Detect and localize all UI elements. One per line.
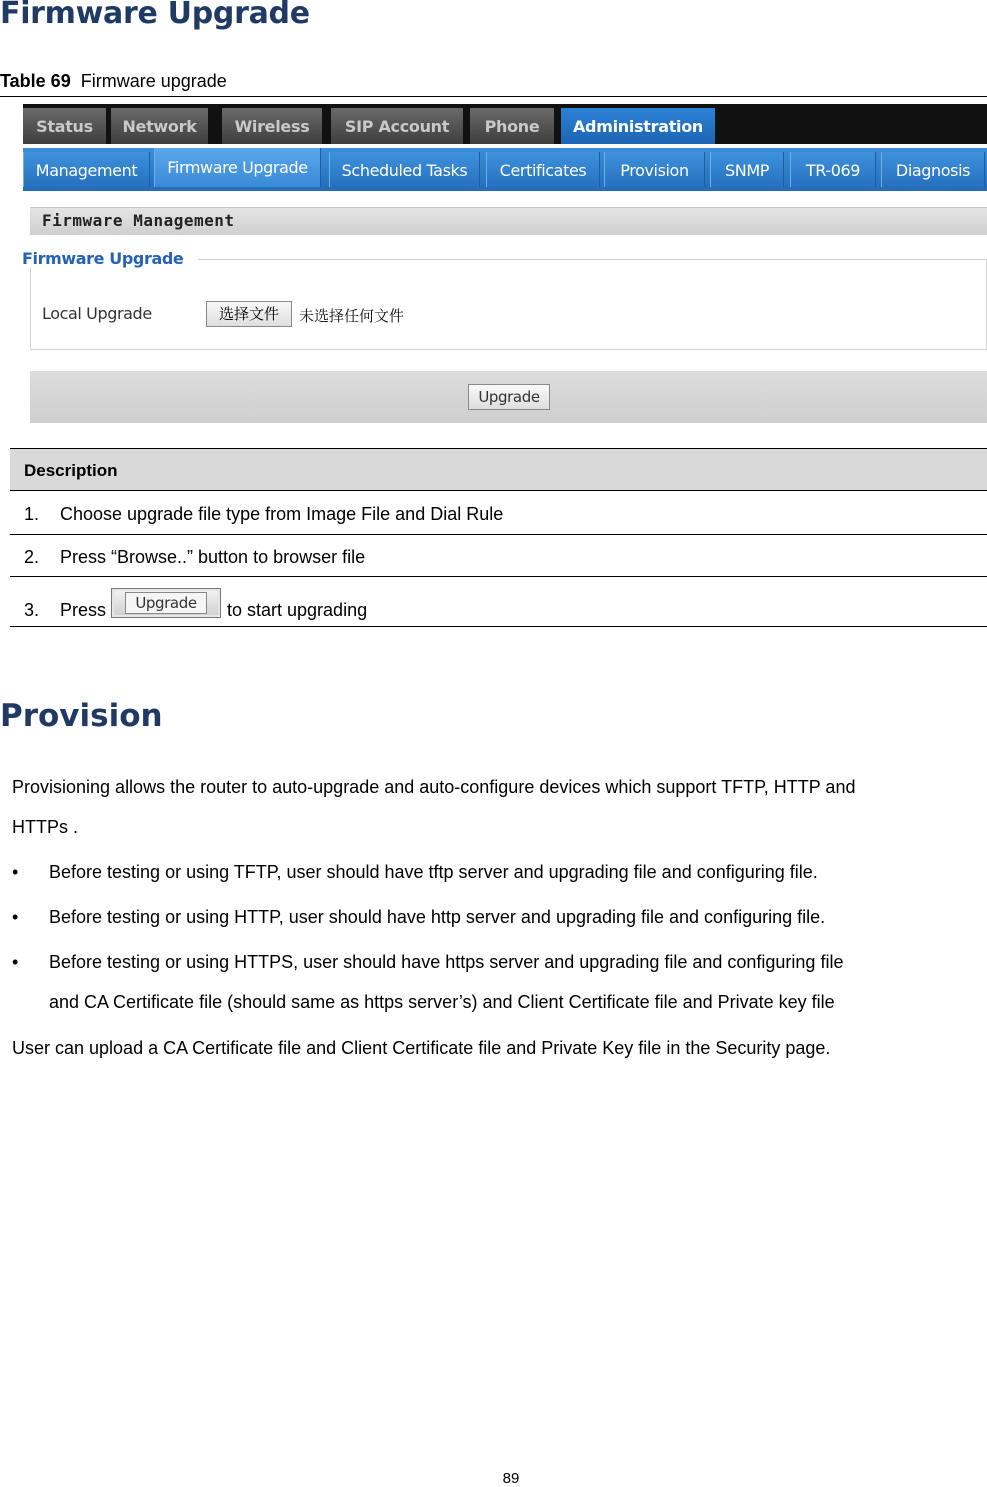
description-header-label: Description [24, 461, 118, 480]
local-upgrade-label: Local Upgrade [42, 304, 152, 323]
choose-file-button[interactable]: 选择文件 [206, 301, 292, 327]
list-item-text: Before testing or using HTTP, user should have http server and upgrading file and configuring file. [49, 907, 826, 927]
top-nav [23, 104, 987, 144]
sub-tab-provision[interactable]: Provision [604, 152, 705, 187]
list-item-continuation: and CA Certificate file (should same as https server’s) and Client Certificate file and Private key file [49, 992, 835, 1012]
section-title-provision: Provision [0, 698, 163, 734]
sub-tab-scheduled-tasks[interactable]: Scheduled Tasks [329, 152, 480, 187]
caption-rule [0, 96, 987, 97]
provision-intro-line1: Provisioning allows the router to auto-upgrade and auto-configure devices which support TFTP, HTTP and [12, 777, 856, 797]
top-tab-phone[interactable]: Phone [470, 108, 554, 144]
table-caption-label: Table 69 [0, 71, 71, 91]
firmware-upgrade-screenshot [23, 104, 987, 426]
provision-intro-line2: HTTPs . [12, 817, 78, 837]
bullet-icon: • [12, 862, 19, 882]
row-number: 2. [24, 547, 40, 567]
list-item-text: Before testing or using TFTP, user should have tftp server and upgrading file and configuring file. [49, 862, 818, 882]
list-item-text: Before testing or using HTTPS, user should have https server and upgrading file and configuring file [49, 952, 844, 972]
table-row [10, 577, 987, 627]
row-text-before: Press [60, 600, 107, 620]
upgrade-button-image [111, 588, 221, 618]
sub-nav [23, 148, 987, 191]
firmware-management-title: Firmware Management [42, 211, 235, 230]
section-title-firmware-upgrade: Firmware Upgrade [0, 0, 310, 31]
fieldset-legend: Firmware Upgrade [22, 249, 187, 268]
sub-tab-firmware-upgrade[interactable]: Firmware Upgrade [154, 148, 321, 187]
description-header [10, 448, 987, 491]
row-text: Press “Browse..” button to browser file [60, 547, 366, 567]
row-number: 1. [24, 504, 40, 524]
sub-tab-certificates[interactable]: Certificates [486, 152, 600, 187]
table-row [10, 535, 987, 577]
page-number: 89 [502, 1470, 520, 1487]
fieldset-top-border [198, 259, 987, 260]
row-number: 3. [24, 600, 40, 620]
sub-tab-management[interactable]: Management [23, 152, 150, 187]
top-tab-wireless[interactable]: Wireless [222, 108, 322, 144]
upgrade-button-image-label: Upgrade [125, 592, 207, 614]
firmware-upgrade-fieldset [30, 259, 987, 350]
bullet-icon: • [12, 907, 19, 927]
table-row [10, 492, 987, 535]
firmware-management-bar [30, 207, 987, 235]
table-caption-text: Firmware upgrade [80, 71, 227, 91]
table-caption [0, 71, 227, 92]
bullet-icon: • [12, 952, 19, 972]
top-tab-administration[interactable]: Administration [561, 108, 715, 144]
sub-tab-snmp[interactable]: SNMP [710, 152, 784, 187]
top-tab-sip-account[interactable]: SIP Account [331, 108, 463, 144]
top-tab-network[interactable]: Network [111, 108, 208, 144]
no-file-chosen-text: 未选择任何文件 [299, 308, 405, 325]
sub-tab-diagnosis[interactable]: Diagnosis [881, 152, 985, 187]
upgrade-button[interactable]: Upgrade [468, 384, 550, 410]
top-tab-status[interactable]: Status [23, 108, 106, 144]
row-text-after: to start upgrading [227, 600, 368, 620]
action-bar [30, 371, 987, 423]
provision-outro: User can upload a CA Certificate file and Client Certificate file and Private Key file in the Security page. [12, 1038, 831, 1058]
row-text: Choose upgrade file type from Image File and Dial Rule [60, 504, 504, 524]
sub-tab-tr-069[interactable]: TR-069 [790, 152, 876, 187]
